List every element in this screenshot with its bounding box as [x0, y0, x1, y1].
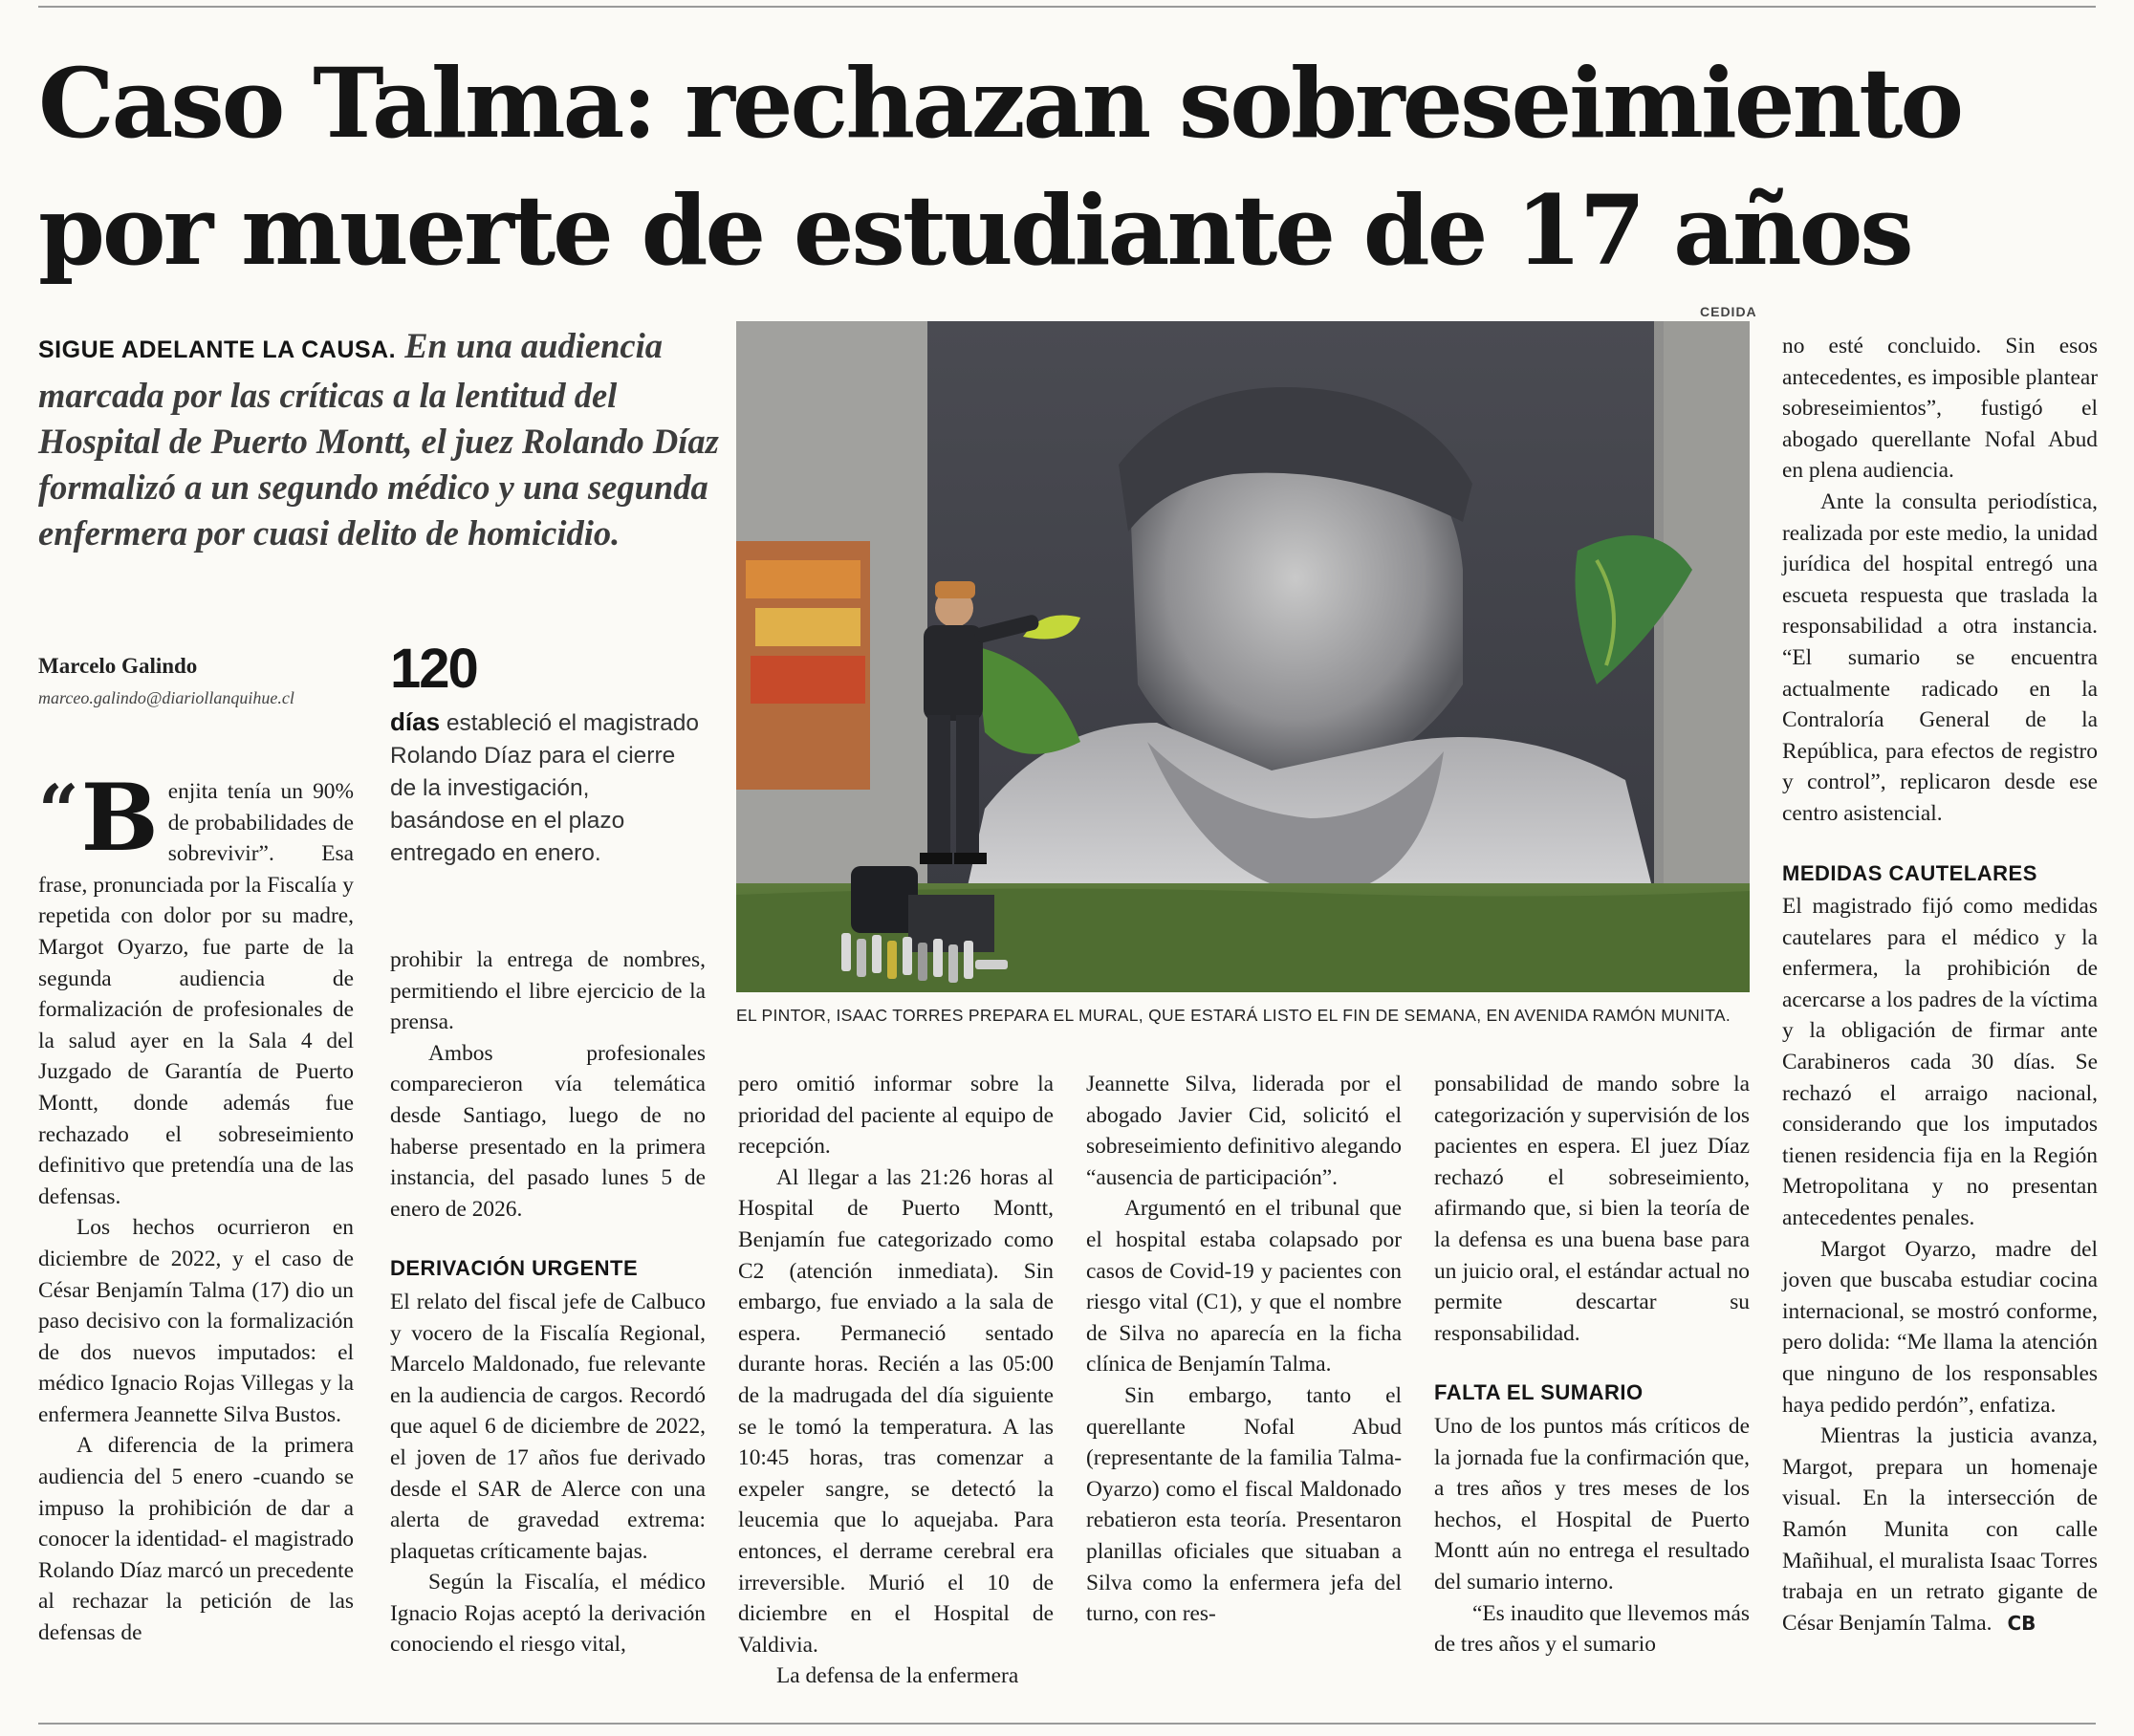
bottom-rule: [38, 1723, 2096, 1725]
paragraph: Al llegar a las 21:26 horas al Hospital de Puerto Montt, Benjamín fue categorizado como C2 (atención inmediata). Sin embargo, fue enviado a la sala de espera. Permaneció sentado durante horas. Recién a las 05:00 de la madrugada del día siguiente se le tomó la temperatura. A las 10:45 horas, tras comenzar a expeler sangre, se detectó la leucemia que lo aquejaba. Para entonces, el derrame cerebral era irreversible. Murió el 10 de diciembre en el Hospital de Valdivia.: [738, 1164, 1054, 1658]
paragraph: [1782, 1421, 2098, 1638]
lede-text: En una audiencia marcada por las críticas a la lentitud del Hospital de Puerto Montt, el juez Rolando Díaz formalizó a un segundo médico y una segunda enfermera por cuasi delito de homicidio.: [38, 326, 719, 553]
paragraph: pero omitió informar sobre la prioridad del paciente al equipo de recepción.: [738, 1072, 1054, 1160]
paragraph: El magistrado fijó como medidas cautelares para el médico y la enfermera, la prohibición de acercarse a los padres de la víctima y la obligación de firmar ante Carabineros cada 30 días. Se rechazó el arraigo nacional, considerando que los imputados tienen residencia fija en la Región Metropolitana y no presentan antecedentes penales.: [1782, 894, 2098, 1231]
stat-description: estableció el magistrado Rolando Díaz para el cierre de la investigación, basándose en el plazo entregado en enero.: [390, 710, 700, 866]
headline: Caso Talma: rechazan sobreseimiento por muerte de estudiante de 17 años: [38, 47, 1962, 287]
paragraph: ponsabilidad de mando sobre la categorización y supervisión de los pacientes en espera. El juez Díaz rechazó el sobreseimiento, afirmando que, si bien la teoría de la defensa es una buena base para un juicio oral, el estándar actual no permite descartar su responsabilidad.: [1434, 1072, 1750, 1346]
opening-quote-mark: “: [38, 770, 79, 853]
paragraph: A diferencia de la primera audiencia del 5 enero -cuando se impuso la prohibición de dar a conocer la identidad- el magistrado Rolando Díaz marcó un precedente al rechazar la petición de las defensas de: [38, 1433, 354, 1646]
paragraph: Según la Fiscalía, el médico Ignacio Rojas aceptó la derivación conociendo el riesgo vital,: [390, 1570, 706, 1658]
opening-paragraph: [38, 764, 354, 1212]
paragraph: Uno de los puntos más críticos de la jornada fue la confirmación que, a tres años y tres meses de los hechos, el Hospital de Puerto Montt aún no entrega el resultado del sumario interno.: [1434, 1413, 1750, 1595]
body-column-1: [38, 764, 354, 1649]
stat-number: 120: [390, 638, 477, 700]
subhead-medidas-cautelares: MEDIDAS CAUTELARES: [1782, 860, 2037, 885]
subhead-derivacion: DERIVACIÓN URGENTE: [390, 1256, 639, 1281]
stat-text: [390, 705, 706, 870]
photo-credit: CEDIDA: [1700, 304, 1757, 319]
paragraph: Sin embargo, tanto el querellante Nofal Abud (representante de la familia Talma-Oyarzo) como el fiscal Maldonado rebatieron esta teoría. Presentaron planillas oficiales que situaban a Silva como la enfermera jefa del turno, con res-: [1086, 1382, 1402, 1627]
closing-paragraph-text: Mientras la justicia avanza, Margot, prepara un homenaje visual. En la intersección de Ramón Munita con calle Mañihual, el muralista Isaac Torres trabaja en un retrato gigante de César Benjamín Talma.: [1782, 1423, 2098, 1636]
paragraph: “Es inaudito que llevemos más de tres años y el sumario: [1434, 1600, 1750, 1658]
subhead-falta-sumario: FALTA EL SUMARIO: [1434, 1380, 1644, 1405]
paragraph: Ambos profesionales comparecieron vía telemática desde Santiago, luego de no haberse presentado en la primera instancia, del pasado lunes 5 de enero de 2026.: [390, 1040, 706, 1222]
body-column-4: [1086, 1069, 1402, 1630]
lede: [38, 323, 719, 556]
paragraph: Argumentó en el tribunal que el hospital estaba colapsado por casos de Covid-19 y pacientes con riesgo vital (C1), y que el nombre de Silva no aparecía en la ficha clínica de Benjamín Talma.: [1086, 1196, 1402, 1378]
lede-label: SIGUE ADELANTE LA CAUSA.: [38, 336, 397, 363]
paragraph: prohibir la entrega de nombres, permitiendo el libre ejercicio de la prensa.: [390, 947, 706, 1035]
mural-photo: [736, 321, 1750, 992]
paragraph: no esté concluido. Sin esos antecedentes, es imposible plantear sobreseimientos”, fustigó el abogado querellante Nofal Abud en plena audiencia.: [1782, 334, 2098, 484]
author-name: Marcelo Galindo: [38, 654, 198, 678]
mural-photo-illustration: [736, 321, 1750, 992]
paragraph: La defensa de la enfermera: [776, 1663, 1019, 1689]
body-column-5: [1434, 1069, 1750, 1660]
paragraph: Jeannette Silva, liderada por el abogado Javier Cid, solicitó el sobreseimiento definitivo alegando “ausencia de participación”.: [1086, 1072, 1402, 1190]
body-column-3: [738, 1069, 1054, 1692]
photo-caption: EL PINTOR, ISAAC TORRES PREPARA EL MURAL, QUE ESTARÁ LISTO EL FIN DE SEMANA, EN AVENIDA RAMÓN MUNITA.: [736, 1006, 1731, 1025]
paragraph: El relato del fiscal jefe de Calbuco y vocero de la Fiscalía Regional, Marcelo Maldonado, fue relevante en la audiencia de cargos. Recordó que aquel 6 de diciembre de 2022, el joven de 17 años fue derivado desde el SAR de Alerce con una alerta de gravedad extrema: plaquetas críticamente bajas.: [390, 1289, 706, 1564]
end-mark: CB: [2007, 1611, 2036, 1635]
body-column-6: [1782, 331, 2098, 1638]
drop-cap: B: [80, 764, 159, 872]
stat-unit: días: [390, 707, 441, 736]
body-column-2: [390, 944, 706, 1660]
top-rule: [38, 6, 2096, 8]
paragraph: Margot Oyarzo, madre del joven que buscaba estudiar cocina internacional, se mostró conforme, pero dolida: “Me llama la atención que ninguno de los responsables haya pedido perdón”, enfatiza.: [1782, 1236, 2098, 1418]
paragraph: Ante la consulta periodística, realizada por este medio, la unidad jurídica del hospital entregó una escueta respuesta que traslada la responsabilidad a otra instancia. “El sumario se encuentra actualmente radicado en la Contraloría General de la República, para efectos de registro y control”, replicaron desde ese centro asistencial.: [1782, 488, 2098, 826]
opening-paragraph-text: enjita tenía un 90% de probabilidades de sobrevivir”. Esa frase, pronunciada por la Fiscalía y repetida con dolor por su madre, Margot Oyarzo, fue parte de la segunda audiencia de formalización de profesionales de la salud ayer en la Sala 4 del Juzgado de Garantía de Puerto Montt, donde además fue rechazado el sobreseimiento definitivo que pretendía una de las defensas.: [38, 779, 354, 1209]
paragraph: Los hechos ocurrieron en diciembre de 2022, y el caso de César Benjamín Talma (17) dio un paso decisivo con la formalización de dos nuevos imputados: el médico Ignacio Rojas Villegas y la enfermera Jeannette Silva Bustos.: [38, 1215, 354, 1427]
author-email: marceo.galindo@diariollanquihue.cl: [38, 688, 294, 707]
